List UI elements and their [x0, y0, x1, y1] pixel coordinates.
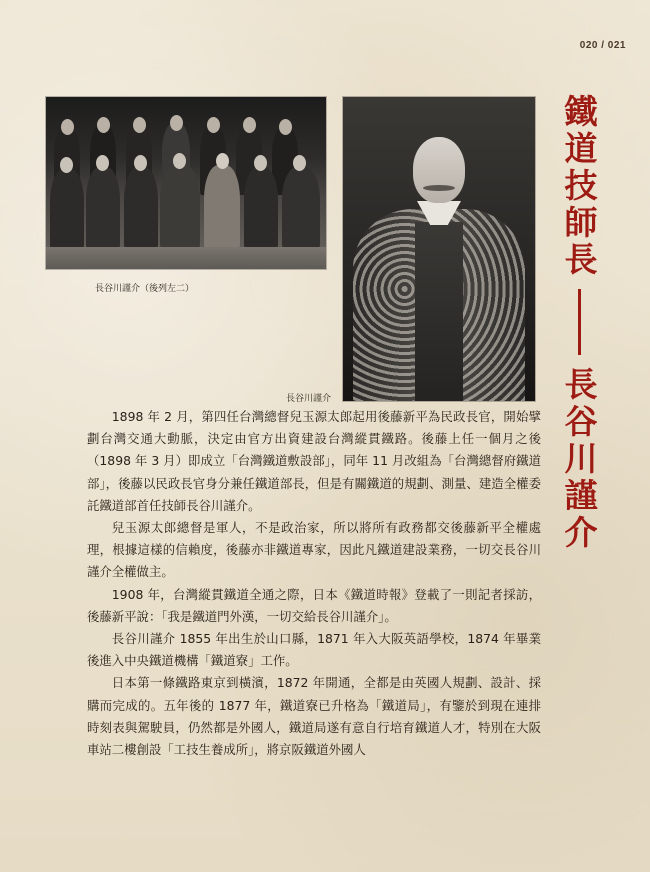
- page-number: 020 / 021: [579, 40, 626, 51]
- portrait-caption: 長谷川謹介: [286, 393, 332, 403]
- group-photo: [46, 97, 326, 269]
- title-dash: [578, 289, 581, 355]
- body-paragraph: 1908 年，台灣縱貫鐵道全通之際，日本《鐵道時報》登載了一則記者採訪，後藤新平說：「我是鐵道門外漢，一切交給長谷川謹介」。: [87, 586, 541, 624]
- body-paragraph: 日本第一條鐵路東京到橫濱，1872 年開通，全都是由英國人規劃、設計、採購而完成的。五年後的 1877 年，鐵道寮已升格為「鐵道局」，有鑒於到現在連排時刻表與駕駛員，仍然都是外國人，鐵道局遂有意自行培育鐵道人才，特別在大阪車站二樓創設「工技生養成所」，將京阪鐵道外國人: [87, 675, 541, 758]
- title-part-2: 長谷川謹介: [559, 367, 599, 552]
- title-part-1: 鐵道技師長: [559, 94, 599, 279]
- body-paragraph: 1898 年 2 月，第四任台灣總督兒玉源太郎起用後藤新平為民政長官，開始擘劃台灣交通大動脈，決定由官方出資建設台灣縱貫鐵路。後藤上任一個月之後（1898 年 3 月）即成立「台灣鐵道敷設部」，同年 11 月改組為「台灣總督府鐵道部」，後藤以民政長官身分兼任鐵道部長，但是有關鐵道的規劃、測量、建造全權委託鐵道部首任技師長谷川謹介。: [87, 409, 541, 513]
- portrait-photo: [343, 97, 535, 401]
- article-body: [87, 406, 541, 761]
- group-photo-caption: 長谷川謹介（後列左二）: [95, 283, 195, 293]
- body-paragraph: 兒玉源太郎總督是軍人，不是政治家，所以將所有政務都交後藤新平全權處理，根據這樣的信賴度，後藤亦非鐵道專家，因此凡鐵道建設業務，一切交長谷川謹介全權做主。: [87, 520, 541, 580]
- body-paragraph: 長谷川謹介 1855 年出生於山口縣，1871 年入大阪英語學校，1874 年畢業後進入中央鐵道機構「鐵道寮」工作。: [87, 631, 541, 669]
- page-title: [559, 94, 599, 552]
